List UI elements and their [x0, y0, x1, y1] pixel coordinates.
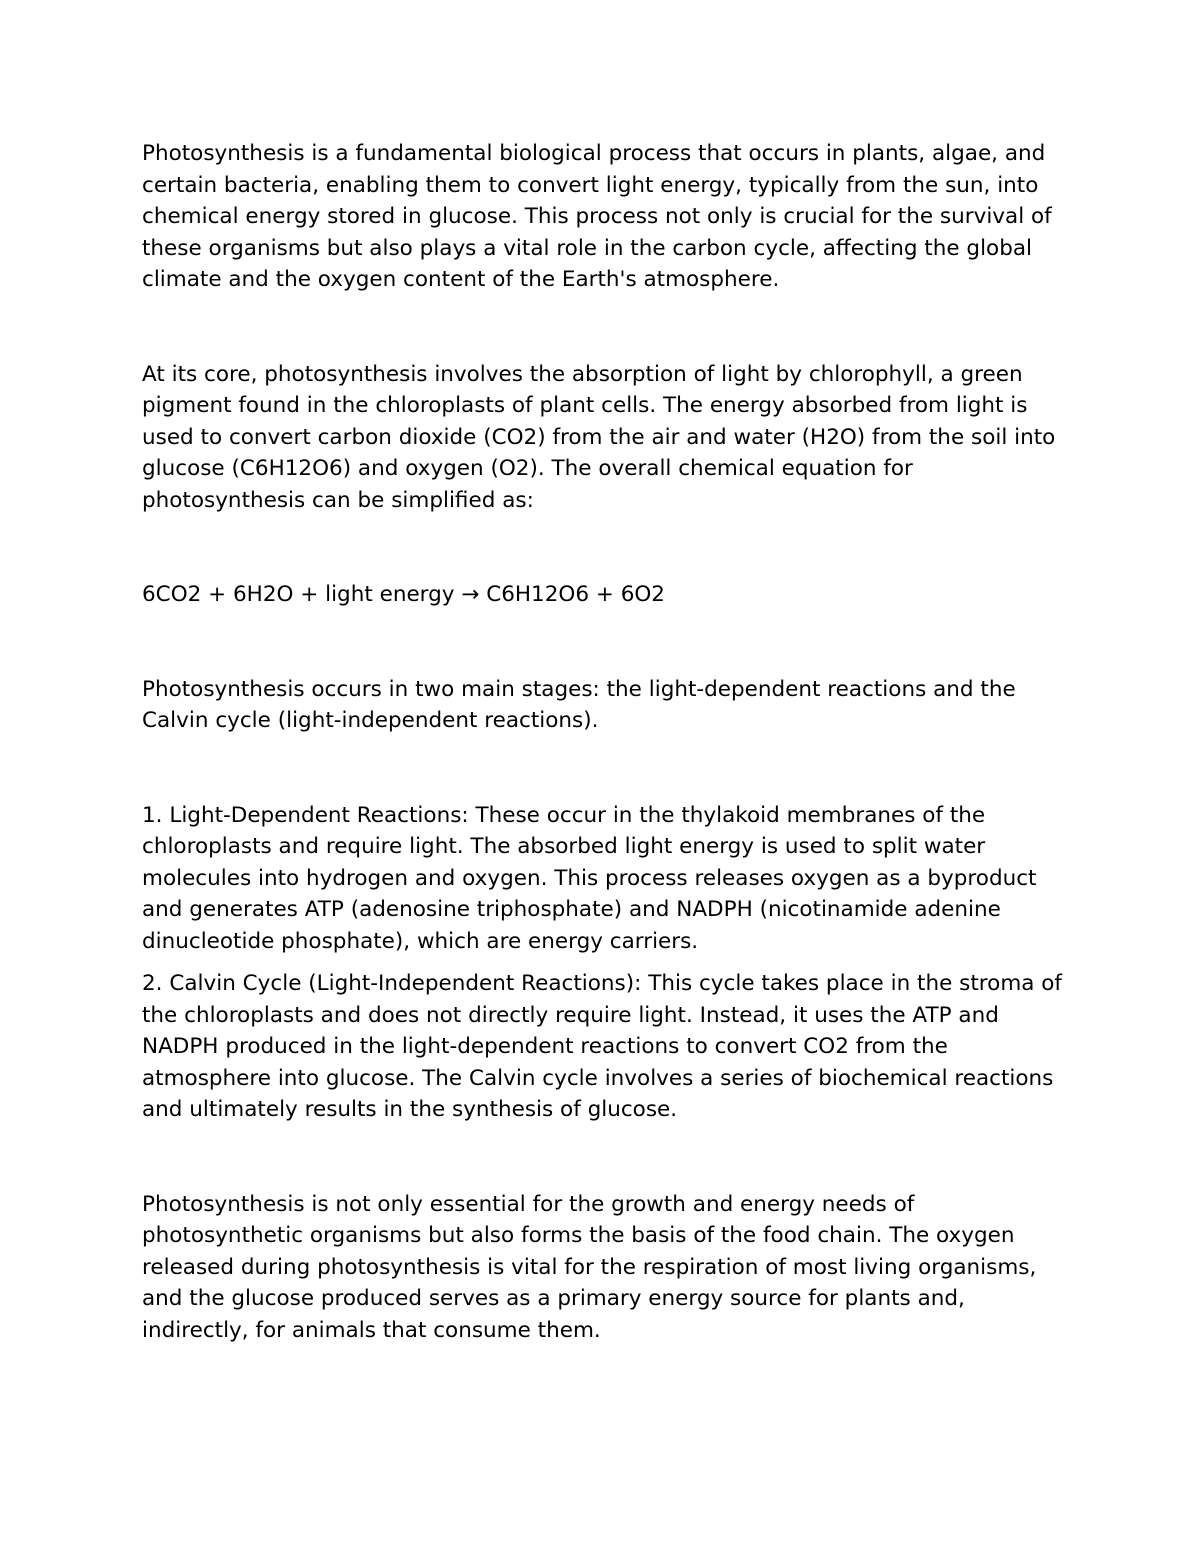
- document-body: [142, 138, 1072, 1346]
- chemical-equation: 6CO2 + 6H2O + light energy → C6H12O6 + 6O2: [142, 582, 665, 607]
- paragraph-stages: Photosynthesis occurs in two main stages: the light-dependent reactions and the Calvin cycle (light-independent reactions).: [142, 676, 1016, 733]
- paragraph-core: At its core, photosynthesis involves the absorption of light by chlorophyll, a green pigment found in the chloroplasts of plant cells. The energy absorbed from light is used to convert carbon dioxide (CO2) from the air and water (H2O) from the soil into glucose (C6H12O6) and oxygen (O2). The overall chemical equation for photosynthesis can be simplified as:: [142, 361, 1056, 513]
- paragraph-conclusion: Photosynthesis is not only essential for the growth and energy needs of photosynthetic organisms but also forms the basis of the food chain. The oxygen released during photosynthesis is vital for the respiration of most living organisms, and the glucose produced serves as a primary energy source for plants and, indirectly, for animals that consume them.: [142, 1191, 1037, 1343]
- paragraph-intro: Photosynthesis is a fundamental biological process that occurs in plants, algae, and certain bacteria, enabling them to convert light energy, typically from the sun, into chemical energy stored in glucose. This process not only is crucial for the survival of these organisms but also plays a vital role in the carbon cycle, affecting the global climate and the oxygen content of the Earth's atmosphere.: [142, 141, 1052, 292]
- list-item-calvin-cycle: 2. Calvin Cycle (Light-Independent Reactions): This cycle takes place in the stroma of the chloroplasts and does not directly require light. Instead, it uses the ATP and NADPH produced in the light-dependent reactions to convert CO2 from the atmosphere into glucose. The Calvin cycle involves a series of biochemical reactions and ultimately results in the synthesis of glucose.: [142, 971, 1062, 1122]
- list-item-light-dependent: 1. Light-Dependent Reactions: These occur in the thylakoid membranes of the chloroplasts and require light. The absorbed light energy is used to split water molecules into hydrogen and oxygen. This process releases oxygen as a byproduct and generates ATP (adenosine triphosphate) and NADPH (nicotinamide adenine dinucleotide phosphate), which are energy carriers.: [142, 802, 1037, 954]
